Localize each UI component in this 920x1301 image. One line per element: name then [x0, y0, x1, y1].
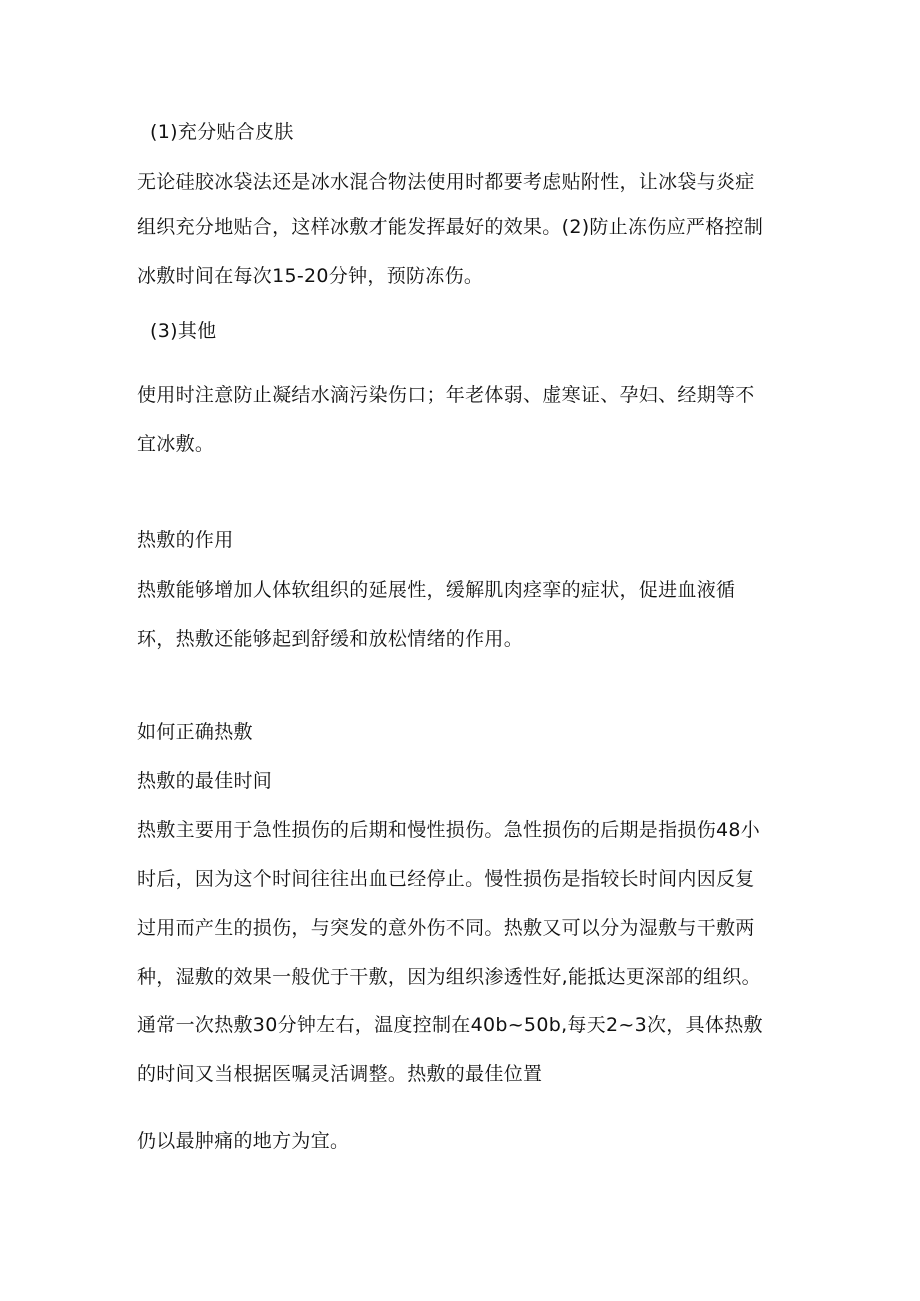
paragraph-line: 时后，因为这个时间往往出血已经停止。慢性损伤是指较长时间内因反复 — [137, 868, 755, 890]
paragraph-line: 热敷主要用于急性损伤的后期和慢性损伤。急性损伤的后期是指损伤48小 — [137, 819, 761, 841]
paragraph-line: 使用时注意防止凝结水滴污染伤口；年老体弱、虚寒证、孕妇、经期等不 — [137, 384, 755, 406]
paragraph-line: 环，热敷还能够起到舒缓和放松情绪的作用。 — [137, 628, 524, 650]
paragraph-line: 组织充分地贴合，这样冰敷才能发挥最好的效果。(2)防止冻伤应严格控制 — [137, 216, 764, 238]
paragraph-line: 热敷能够增加人体软组织的延展性，缓解肌肉痉挛的症状，促进血液循 — [137, 579, 736, 601]
subheading-other: (3)其他 — [150, 320, 217, 342]
paragraph-line: 过用而产生的损伤，与突发的意外伤不同。热敷又可以分为湿敷与干敷两 — [137, 917, 755, 939]
paragraph-line: 冰敷时间在每次15-20分钟，预防冻伤。 — [137, 265, 484, 287]
paragraph-line: 的时间又当根据医嘱灵活调整。热敷的最佳位置 — [137, 1063, 543, 1085]
paragraph-line: 仍以最肿痛的地方为宜。 — [137, 1130, 350, 1152]
paragraph-line: 宜冰敷。 — [137, 433, 215, 455]
section-heading-heat-effect: 热敷的作用 — [137, 529, 234, 551]
section-heading-how-heat: 如何正确热敷 — [137, 721, 253, 743]
subheading-fit-skin: (1)充分贴合皮肤 — [150, 121, 294, 143]
paragraph-line: 通常一次热敷30分钟左右，温度控制在40b~50b,每天2~3次，具体热敷 — [137, 1014, 763, 1036]
subheading-best-time: 热敷的最佳时间 — [137, 770, 273, 792]
paragraph-line: 种，湿敷的效果一般优于干敷，因为组织渗透性好,能抵达更深部的组织。 — [137, 966, 761, 988]
paragraph-line: 无论硅胶冰袋法还是冰水混合物法使用时都要考虑贴附性，让冰袋与炎症 — [137, 171, 755, 193]
